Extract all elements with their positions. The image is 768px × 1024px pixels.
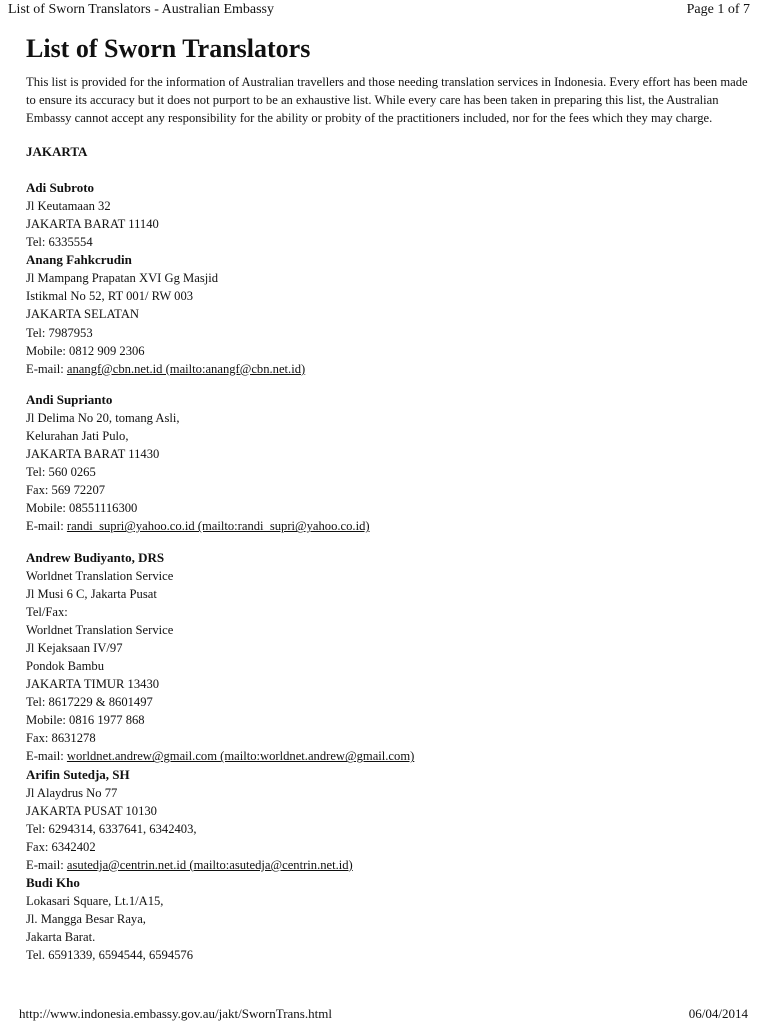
translator-detail-line: Pondok Bambu <box>26 658 105 673</box>
translator-detail-line: Tel: 6294314, 6337641, 6342403, <box>26 821 197 836</box>
translator-entry <box>26 391 748 536</box>
translator-name: Arifin Sutedja, SH <box>26 766 130 782</box>
translator-detail-line: Tel: 7987953 <box>26 325 93 340</box>
print-header <box>8 1 750 21</box>
translator-entry <box>26 766 748 874</box>
email-label: E-mail: <box>26 749 67 764</box>
translator-name: Andi Suprianto <box>26 391 113 407</box>
email-link[interactable]: asutedja@centrin.net.id (mailto:asutedja@centrin.net.id) <box>66 857 353 872</box>
translator-list <box>26 179 748 964</box>
translator-detail-line: Worldnet Translation Service <box>26 568 174 583</box>
intro-paragraph: This list is provided for the information of Australian travellers and those needing translation services in Indonesia. Every effort has been made to ensure its accuracy but it does not purport to be an exhaustive list. While every care has been taken in preparing this list, the Australian Embassy cannot accept any responsibility for the ability or probity of the practitioners included, nor for the fees which they may charge. <box>26 75 748 125</box>
translator-detail-line: Kelurahan Jati Pulo, <box>26 428 129 443</box>
translator-detail-line: Jl. Mangga Besar Raya, <box>26 912 146 927</box>
translator-detail-line: Mobile: 08551116300 <box>26 501 138 516</box>
print-page-number: Page 1 of 7 <box>686 2 750 17</box>
email-link[interactable]: randi_supri@yahoo.co.id (mailto:randi_supri@yahoo.co.id) <box>66 519 370 534</box>
translator-detail-line: JAKARTA BARAT 11140 <box>26 217 159 232</box>
translator-detail-line: Tel: 560 0265 <box>26 465 96 480</box>
print-footer <box>19 1005 748 1023</box>
translator-name: Anang Fahkcrudin <box>26 252 132 268</box>
translator-entry <box>26 179 748 251</box>
email-label: E-mail: <box>26 519 67 534</box>
translator-entry <box>26 549 748 766</box>
translator-email-line <box>26 856 748 874</box>
translator-detail-line: JAKARTA TIMUR 13430 <box>26 677 160 692</box>
page-title: List of Sworn Translators <box>26 34 311 63</box>
translator-detail-line: JAKARTA BARAT 11430 <box>26 447 160 462</box>
page-content <box>26 34 748 964</box>
translator-detail-line: Fax: 8631278 <box>26 731 96 746</box>
translator-entry <box>26 251 748 378</box>
translator-detail-line: Jl Keutamaan 32 <box>26 199 111 213</box>
translator-detail-line: Mobile: 0812 909 2306 <box>26 343 145 358</box>
translator-detail-line: JAKARTA SELATAN <box>26 307 140 322</box>
translator-email-line <box>26 517 748 535</box>
email-link[interactable]: anangf@cbn.net.id (mailto:anangf@cbn.net.id) <box>66 361 306 376</box>
email-label: E-mail: <box>26 857 67 872</box>
translator-detail-line: Worldnet Translation Service <box>26 622 174 637</box>
translator-email-line <box>26 360 748 378</box>
translator-detail-line: Istikmal No 52, RT 001/ RW 003 <box>26 289 194 304</box>
translator-email-line <box>26 747 748 765</box>
email-label: E-mail: <box>26 361 67 376</box>
translator-detail-line: Lokasari Square, Lt.1/A15, <box>26 894 164 908</box>
translator-detail-line: Jl Mampang Prapatan XVI Gg Masjid <box>26 271 219 286</box>
translator-detail-line: Tel/Fax: <box>26 604 68 619</box>
email-link[interactable]: worldnet.andrew@gmail.com (mailto:worldnet.andrew@gmail.com) <box>66 749 415 764</box>
translator-detail-line: Jl Alaydrus No 77 <box>26 785 118 800</box>
translator-detail-line: Jl Musi 6 C, Jakarta Pusat <box>26 586 157 601</box>
translator-detail-line: Jl Delima No 20, tomang Asli, <box>26 410 180 425</box>
print-footer-url: http://www.indonesia.embassy.gov.au/jakt/SwornTrans.html <box>19 1006 332 1021</box>
translator-name: Budi Kho <box>26 875 80 890</box>
print-footer-date: 06/04/2014 <box>688 1006 748 1021</box>
translator-detail-line: Tel. 6591339, 6594544, 6594576 <box>26 948 194 963</box>
region-heading: JAKARTA <box>26 144 88 159</box>
translator-detail-line: Tel: 8617229 & 8601497 <box>26 695 153 710</box>
translator-detail-line: Jakarta Barat. <box>26 930 96 945</box>
translator-detail-line: JAKARTA PUSAT 10130 <box>26 803 157 818</box>
translator-name: Andrew Budiyanto, DRS <box>26 549 165 565</box>
translator-detail-line: Tel: 6335554 <box>26 235 93 250</box>
print-header-title: List of Sworn Translators - Australian Embassy <box>8 2 274 17</box>
translator-detail-line: Fax: 569 72207 <box>26 483 106 498</box>
translator-name: Adi Subroto <box>26 180 95 195</box>
translator-entry <box>26 874 748 964</box>
translator-detail-line: Mobile: 0816 1977 868 <box>26 713 145 728</box>
translator-detail-line: Jl Kejaksaan IV/97 <box>26 640 123 655</box>
translator-detail-line: Fax: 6342402 <box>26 839 96 854</box>
